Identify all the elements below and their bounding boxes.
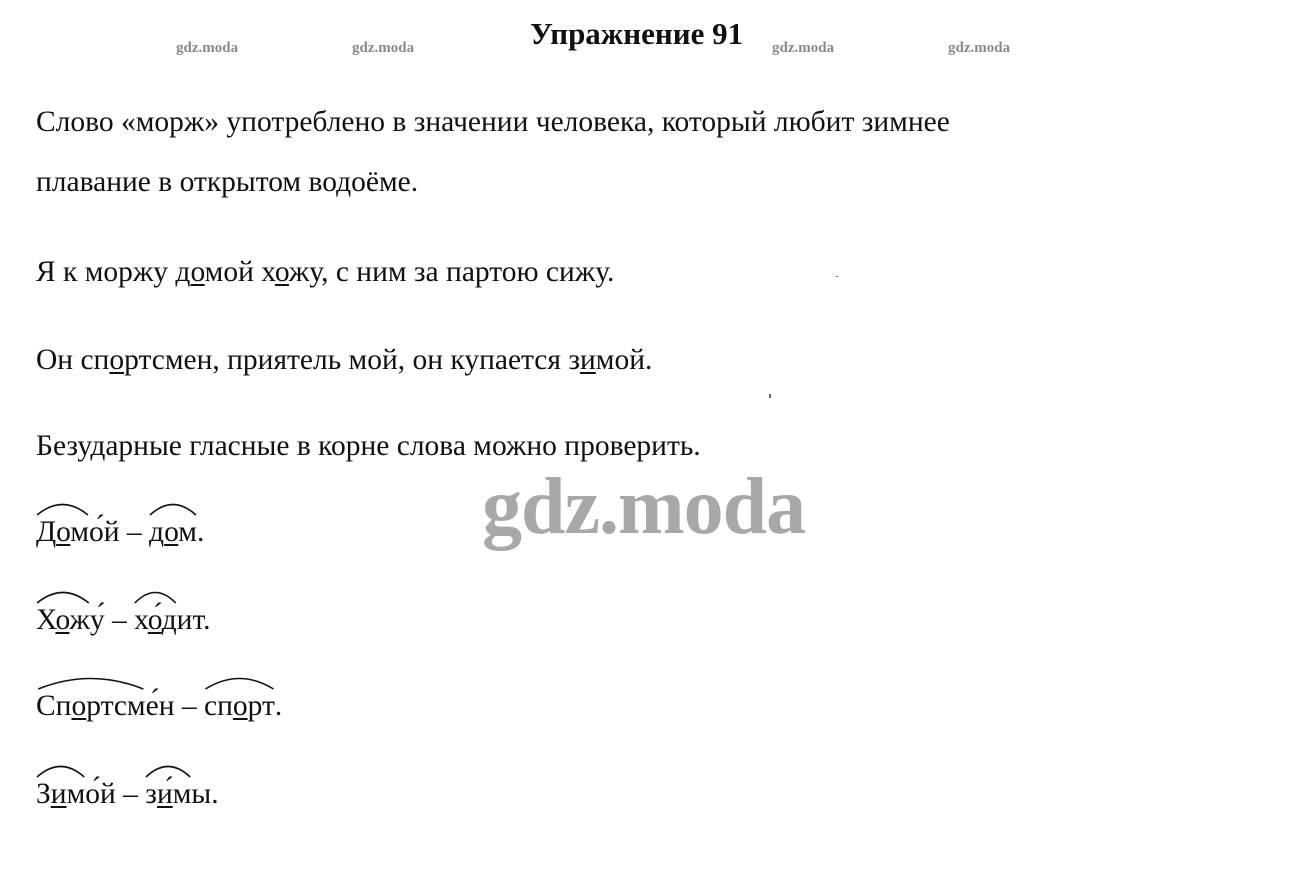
- word-root: спорт: [204, 686, 275, 726]
- check-pair-2: Хожу – ходит.: [36, 600, 211, 640]
- paragraph-line-1: Слово «морж» употреблено в значении человека, который любит зимнее: [36, 106, 950, 138]
- root-arc-icon: [36, 674, 146, 690]
- stressed-vowel: о: [147, 604, 162, 636]
- check-pair-3: Спортсмен – спорт.: [36, 686, 282, 726]
- stressed-vowel: и: [156, 778, 173, 810]
- stressed-vowel: е: [145, 690, 159, 722]
- word-root: зим: [145, 774, 191, 814]
- word-root: Хож: [36, 600, 90, 640]
- stressed-vowel: у: [89, 604, 105, 636]
- word-root: Спортсм: [36, 686, 146, 726]
- root-arc-icon: [134, 588, 177, 604]
- word-root: Дом: [36, 512, 89, 552]
- watermark-large: gdz.moda: [482, 463, 806, 551]
- statement-line: Безударные гласные в корне слова можно проверить.: [36, 430, 701, 462]
- watermark-small-1: gdz.moda: [176, 40, 239, 56]
- scan-speck: [836, 276, 838, 277]
- stressed-vowel: о: [85, 778, 100, 810]
- check-pair-1: Домой – дом.: [36, 512, 204, 552]
- check-pair-4: Зимой – зимы.: [36, 774, 219, 814]
- word-root: Зим: [36, 774, 85, 814]
- scan-speck: [769, 394, 771, 398]
- root-arc-icon: [36, 588, 90, 604]
- root-arc-icon: [36, 762, 85, 778]
- root-arc-icon: [204, 674, 275, 690]
- word-root: дом: [149, 512, 197, 552]
- stressed-vowel: о: [89, 516, 104, 548]
- watermark-small-4: gdz.moda: [948, 40, 1011, 56]
- poem-line-1: Я к моржу домой хожу, с ним за партою сижу.: [36, 256, 615, 288]
- root-arc-icon: [36, 500, 89, 516]
- root-arc-icon: [145, 762, 191, 778]
- exercise-title: Упражнение 91: [530, 16, 744, 51]
- watermark-small-3: gdz.moda: [772, 40, 835, 56]
- paragraph-line-2: плавание в открытом водоёме.: [36, 166, 419, 198]
- poem-line-2: Он спортсмен, приятель мой, он купается зимой.: [36, 344, 653, 376]
- root-arc-icon: [149, 500, 197, 516]
- watermark-small-2: gdz.moda: [352, 40, 415, 56]
- word-root: ход: [134, 600, 177, 640]
